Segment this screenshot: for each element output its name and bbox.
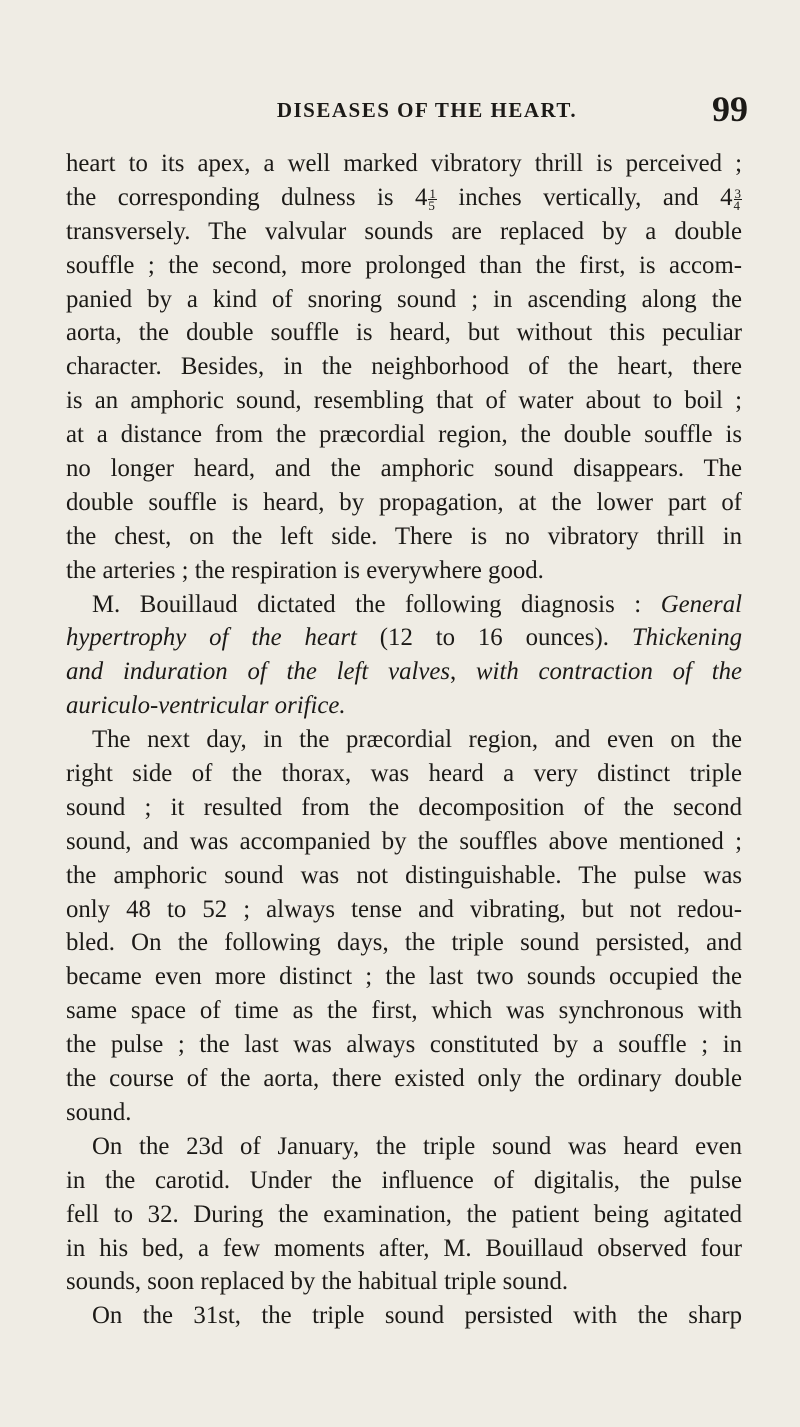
text-segment: M. Bouillaud dictated the following diagnosis : xyxy=(92,590,661,618)
text-line: no longer heard, and the amphoric sound disappears. The xyxy=(66,455,742,483)
text-line: heart to its apex, a well marked vibratory thrill is perceived ; xyxy=(66,150,742,177)
text-line xyxy=(66,181,742,215)
text-line: aorta, the double souffle is heard, but without this peculiar xyxy=(66,319,742,347)
text-line: panied by a kind of snoring sound ; in ascending along the xyxy=(66,285,742,313)
text-line: double souffle is heard, by propagation, at the lower part of xyxy=(66,488,742,516)
fraction-numerator: 1 xyxy=(429,185,436,201)
fraction-denominator: 4 xyxy=(733,197,740,213)
text-line: in the carotid. Under the influence of digitalis, the pulse xyxy=(66,1166,742,1194)
text-segment: , xyxy=(450,658,477,686)
text-line xyxy=(66,621,742,655)
body-text xyxy=(66,147,742,1333)
text-line: the chest, on the left side. There is no vibratory thrill in xyxy=(66,522,742,550)
text-line: On the 31st, the triple sound persisted with the sharp xyxy=(92,1302,742,1330)
text-line: the amphoric sound was not distinguishable. The pulse was xyxy=(66,861,742,889)
text-segment: the corresponding dulness is 4 xyxy=(66,183,428,211)
page-number: 99 xyxy=(712,89,748,129)
text-line: fell to 32. During the examination, the patient being agitated xyxy=(66,1200,742,1228)
italic-text: Thickening xyxy=(631,624,742,652)
text-line: The next day, in the præcordial region, and even on the xyxy=(92,726,742,754)
text-line: character. Besides, in the neighborhood of the heart, there xyxy=(66,353,742,381)
text-line: the course of the aorta, there existed only the ordinary double xyxy=(66,1065,742,1093)
italic-text: auriculo-ventricular orifice. xyxy=(66,692,346,720)
text-line: On the 23d of January, the triple sound was heard even xyxy=(92,1132,742,1160)
text-line: sound, and was accompanied by the souffles above mentioned ; xyxy=(66,827,742,855)
text-line: at a distance from the præcordial region, the double souffle is xyxy=(66,421,742,449)
italic-text: General xyxy=(660,590,742,618)
text-line: in his bed, a few moments after, M. Bouillaud observed four xyxy=(66,1234,742,1262)
text-line: sound. xyxy=(66,1098,132,1126)
text-line xyxy=(66,588,742,622)
fraction xyxy=(428,185,437,213)
text-line xyxy=(66,689,742,723)
running-head xyxy=(66,88,748,128)
italic-text: hypertrophy of the heart xyxy=(66,624,357,652)
fraction xyxy=(733,185,743,213)
fraction-numerator: 3 xyxy=(734,185,741,201)
text-line: same space of time as the first, which was synchronous with xyxy=(66,997,742,1025)
text-line: the arteries ; the respiration is everywhere good. xyxy=(66,556,544,584)
text-line: sound ; it resulted from the decomposition of the second xyxy=(66,793,742,821)
fraction-denominator: 5 xyxy=(428,197,435,213)
text-line xyxy=(66,655,742,689)
text-line: right side of the thorax, was heard a very distinct triple xyxy=(66,760,742,788)
running-title: DISEASES OF THE HEART. xyxy=(276,98,578,122)
text-line: is an amphoric sound, resembling that of water about to boil ; xyxy=(66,387,742,415)
text-segment: inches vertically, and 4 xyxy=(436,183,733,211)
text-line: became even more distinct ; the last two sounds occupied the xyxy=(66,963,742,991)
italic-text: and induration of the left valves xyxy=(66,658,451,686)
text-line: the pulse ; the last was always constituted by a souffle ; in xyxy=(66,1031,742,1059)
text-line: transversely. The valvular sounds are replaced by a double xyxy=(66,217,742,245)
text-segment: (12 to 16 ounces). xyxy=(356,624,632,652)
text-line: only 48 to 52 ; always tense and vibrating, but not redou- xyxy=(66,895,742,923)
text-line: sounds, soon replaced by the habitual triple sound. xyxy=(66,1268,569,1296)
text-line: bled. On the following days, the triple sound persisted, and xyxy=(66,929,742,957)
text-line: souffle ; the second, more prolonged than the first, is accom- xyxy=(66,251,742,279)
italic-text: with contraction of the xyxy=(476,658,742,686)
